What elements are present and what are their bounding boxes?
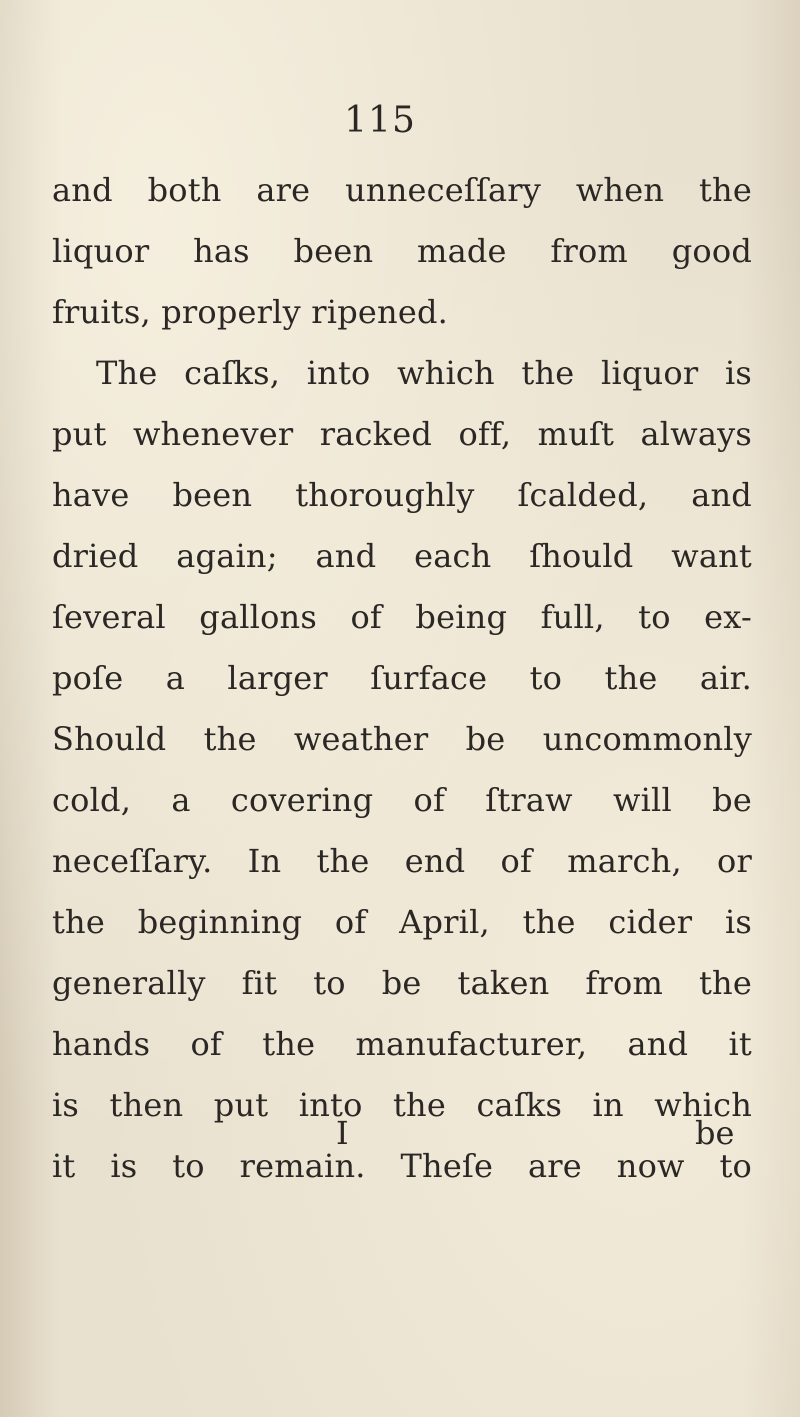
body-text — [52, 160, 752, 1197]
text-line: hands of the manufacturer, and it — [52, 1025, 752, 1063]
text-line: cold, a covering of ſtraw will be — [52, 781, 752, 819]
page-footer — [0, 1108, 800, 1158]
signature-mark: I — [336, 1114, 349, 1152]
text-line: liquor has been made from good — [52, 232, 752, 270]
text-line: the beginning of April, the cider is — [52, 903, 752, 941]
text-line: it is to remain. Theſe are now to — [52, 1147, 752, 1185]
text-line: The caſks, into which the liquor is — [96, 354, 752, 392]
page-number: 115 — [344, 100, 416, 141]
text-line: and both are unneceſſary when the — [52, 171, 752, 209]
text-line: put whenever racked off, muſt always — [52, 415, 752, 453]
text-line: fruits, properly ripened. — [52, 293, 449, 331]
text-line: is then put into the caſks in which — [52, 1086, 752, 1124]
text-line: have been thoroughly ſcalded, and — [52, 476, 752, 514]
text-line: ſeveral gallons of being full, to ex- — [52, 598, 752, 636]
text-line: neceſſary. In the end of march, or — [52, 842, 752, 880]
text-line: Should the weather be uncommonly — [52, 720, 752, 758]
text-line: poſe a larger ſurface to the air. — [52, 659, 752, 697]
text-line: generally fit to be taken from the — [52, 964, 752, 1002]
text-line: dried again; and each ſhould want — [52, 537, 752, 575]
catchword: be — [695, 1114, 735, 1152]
